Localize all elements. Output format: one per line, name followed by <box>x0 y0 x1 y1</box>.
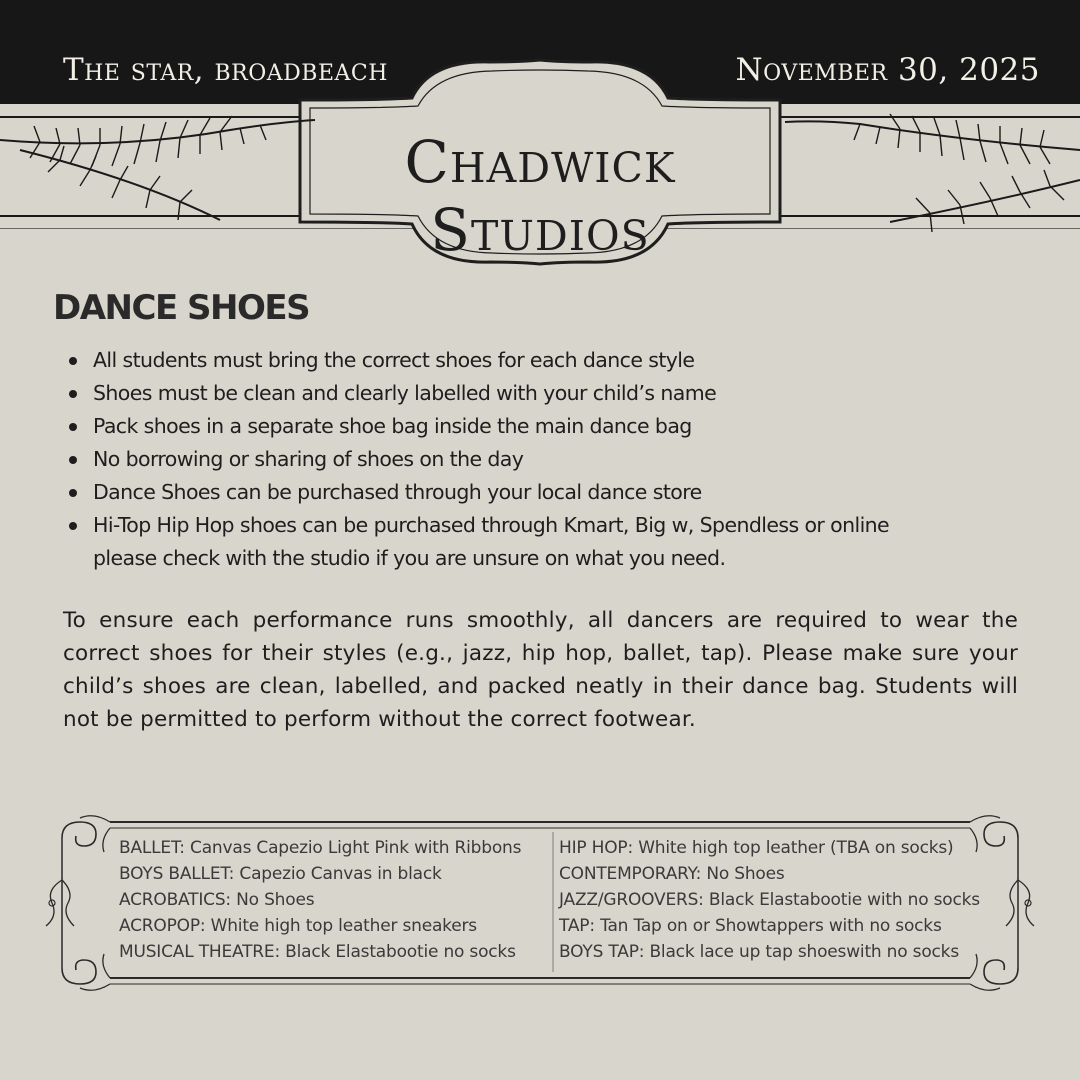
list-item: ACROBATICS: No Shoes <box>119 890 315 910</box>
list-item: Dance Shoes can be purchased through your local dance store <box>63 476 923 509</box>
list-item: BOYS BALLET: Capezio Canvas in black <box>119 864 442 884</box>
list-item: Shoes must be clean and clearly labelled with your child’s name <box>63 377 923 410</box>
list-item: JAZZ/GROOVERS: Black Elastabootie with no socks <box>559 890 980 910</box>
event-date: November 30, 2025 <box>735 52 1040 88</box>
list-item: TAP: Tan Tap on or Showtappers with no socks <box>559 916 942 936</box>
shoe-list-right <box>559 835 980 965</box>
list-item: No borrowing or sharing of shoes on the day <box>63 443 923 476</box>
venue-label: The star, broadbeach <box>63 52 388 88</box>
list-item: CONTEMPORARY: No Shoes <box>559 864 785 884</box>
section-heading: DANCE SHOES <box>53 288 310 328</box>
list-item: HIP HOP: White high top leather (TBA on socks) <box>559 838 954 858</box>
list-item: Hi-Top Hip Hop shoes can be purchased through Kmart, Big w, Spendless or online please check with the studio if you are unsure on what you need. <box>63 509 923 575</box>
list-item: MUSICAL THEATRE: Black Elastabootie no socks <box>119 942 516 962</box>
list-item: Pack shoes in a separate shoe bag inside the main dance bag <box>63 410 923 443</box>
list-item: All students must bring the correct shoes for each dance style <box>63 344 923 377</box>
studio-title: Chadwick Studios <box>404 128 676 264</box>
footwear-notice: To ensure each performance runs smoothly, all dancers are required to wear the correct shoes for their styles (e.g., jazz, hip hop, ballet, tap). Please make sure your child’s shoes are clean, labelled, and packed neatly in their dance bag. Students will not be permitted to perform without the correct footwear. <box>63 608 1018 732</box>
list-item: BALLET: Canvas Capezio Light Pink with Ribbons <box>119 838 522 858</box>
list-item: ACROPOP: White high top leather sneakers <box>119 916 477 936</box>
shoe-list-left <box>119 835 521 965</box>
list-item: BOYS TAP: Black lace up tap shoeswith no socks <box>559 942 959 962</box>
